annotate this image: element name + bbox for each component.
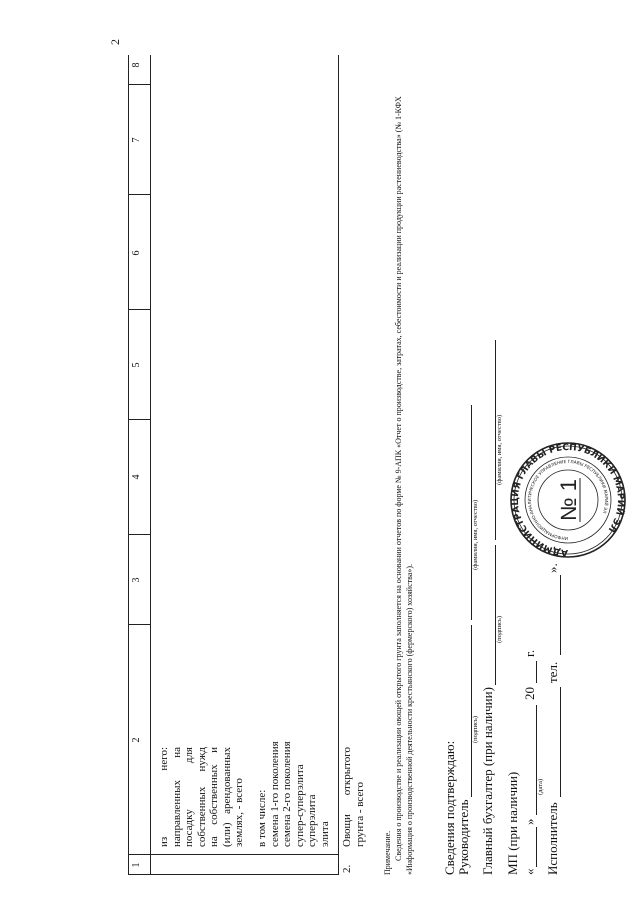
column-border [128, 194, 150, 195]
column-border [128, 419, 150, 420]
confirmed-label: Сведения подтверждаю: [442, 740, 457, 875]
executor-line [560, 687, 561, 797]
column-number: 5 [131, 362, 142, 368]
row-number: 2. [341, 864, 353, 873]
row-label: Овощи открытого грунта - всего [341, 747, 366, 847]
official-stamp-seal [508, 440, 628, 560]
executor-label: Исполнитель [545, 802, 560, 875]
page-number: 2 [108, 39, 122, 45]
row-label: из него: направленных на посадку для собственных нужд на собственных и (или) арендованных землях, - всего [158, 747, 245, 847]
column-number: 1 [131, 862, 142, 868]
row-label: семена 2-го поколения [281, 741, 293, 847]
column-number: 7 [131, 137, 142, 143]
row-label: элита [318, 821, 331, 847]
note-title: Примечание. [383, 830, 392, 875]
year-prefix: 20 [522, 687, 537, 700]
year-line [536, 661, 537, 683]
column-border [128, 84, 150, 85]
phone-end: ». [545, 563, 560, 573]
caption-signature: (подпись) [472, 716, 479, 743]
row-label: супер-суперэлита [293, 764, 306, 847]
date-day-line [536, 827, 537, 867]
column-number: 6 [131, 250, 142, 256]
row-label: в том числе: [256, 789, 268, 847]
column-border [128, 309, 150, 310]
table-top-border [128, 55, 129, 875]
year-suffix: г. [522, 649, 537, 657]
table-bottom-border [338, 55, 339, 875]
stamp-place-label: МП (при наличии) [505, 771, 520, 875]
column-border [128, 624, 150, 625]
date-month-line [536, 705, 537, 815]
note-body: Сведения о производстве и реализации овощей открытого грунта заполняется на основании отчетов по форме № 9-АПК «Отчет о производстве, затратах, себестоимости и реализации продукции растениеводства» (№ 1-КФХ «Информация о производственной деятельности крестьянского (фермерского) хозяйства»). [394, 96, 414, 875]
column-number: 2 [131, 737, 142, 743]
row-label: суперэлита [306, 794, 318, 847]
column-number: 3 [131, 577, 142, 583]
row-group [256, 727, 331, 847]
phone-line [560, 575, 561, 655]
caption-fio: (фамилия, имя, отчество) [496, 414, 503, 485]
date-open-quote: « [522, 868, 537, 875]
column-border [128, 854, 338, 855]
column-number: 4 [131, 474, 142, 480]
column-border [128, 874, 338, 875]
row-label: семена 1-го поколения [268, 741, 281, 847]
table-header-border [150, 55, 151, 875]
stamp-outer-text: АДМИНИСТРАЦИЯ ГЛАВЫ РЕСПУБЛИКИ МАРИЙ ЭЛ [510, 442, 626, 558]
head-label: Руководитель [456, 799, 471, 875]
caption-date: (дата) [537, 778, 544, 795]
column-border [128, 534, 150, 535]
data-table [128, 55, 366, 875]
column-number: 8 [131, 62, 142, 68]
caption-fio: (фамилия, имя, отчество) [472, 499, 479, 570]
caption-signature: (подпись) [496, 616, 503, 643]
head-signature-line [471, 625, 472, 797]
date-close-quote: » [522, 818, 537, 825]
phone-label: тел. [545, 661, 560, 683]
chief-accountant-label: Главный бухгалтер (при наличии) [480, 687, 495, 875]
accountant-signature-line [495, 545, 496, 685]
stamp-inner-text: ИНФОРМАЦИОННО-АНАЛИТИЧЕСКОЕ УПРАВЛЕНИЕ ГЛАВЫ РЕСПУБЛИКИ МАРИЙ ЭЛ [527, 459, 609, 541]
stamp-number: № 1 [556, 479, 581, 521]
